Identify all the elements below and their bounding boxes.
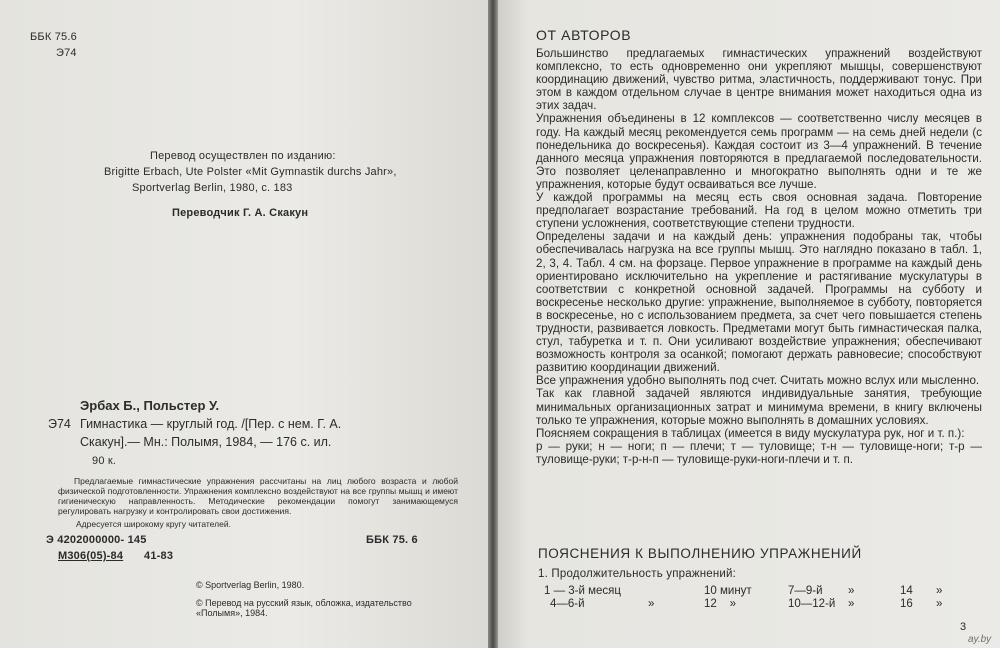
bibliographic-line-2: Скакун].— Мн.: Полымя, 1984, — 176 с. ил. bbox=[80, 435, 332, 449]
price: 90 к. bbox=[92, 455, 117, 467]
paragraph: Большинство предлагаемых гимнастических упражнений воздействуют комплексно, то есть одновременно они укрепляют мышцы, совершенствуют координацию движений, чувство ритма, эластичность, поддерживают тонус. При этом в каждом отдельном случае в центре внимания может находиться одна из этих задач. bbox=[536, 47, 982, 113]
index-line-2-suffix: 41-83 bbox=[144, 550, 174, 562]
duration-item: 1. Продолжительность упражнений: bbox=[538, 568, 737, 580]
index-line-2: М306(05)-84 bbox=[58, 550, 124, 562]
copyright-translation: © Перевод на русский язык, обложка, издательство «Полымя», 1984. bbox=[196, 598, 412, 618]
bbk-code-bottom: ББК 75. 6 bbox=[366, 534, 418, 546]
bbk-code-top: ББК 75.6 bbox=[30, 31, 77, 43]
paragraph: У каждой программы на месяц есть своя основная задача. Повторение предполагает возрастание требований. На год в целом можно отметить три ступени усложнения, соответствующие степени трудности. bbox=[536, 191, 982, 231]
paragraph: Поясняем сокращения в таблицах (имеется в виду мускулатура рук, ног и т. п.): bbox=[536, 426, 965, 440]
duration-table bbox=[544, 585, 948, 611]
right-page bbox=[498, 0, 1000, 648]
paragraph: Все упражнения удобно выполнять под счет. Считать можно вслух или мысленно. bbox=[536, 374, 980, 388]
page-number: 3 bbox=[960, 621, 967, 633]
book-annotation: Предлагаемые гимнастические упражнения рассчитаны на лиц любого возраста и любой физической подготовленности. Упражнения комплексно воздействуют на все группы мышц и имеют гигиеническую направленность. Методические рекомендации помогут занимающемуся регулировать нагрузку и контролировать свои достижения. bbox=[58, 476, 458, 516]
paragraph: Определены задачи и на каждый день: упражнения подобраны так, чтобы обеспечивалась нагрузка на все группы мышц. Это наглядно показано в табл. 1, 2, 3, 4. Табл. 4 см. на форзаце. Первое упражнение в программе на каждый день ориентировано исключительно на укрепление и растягивание мускулатуры в соответствии с конкретной основной задачей. Программы на субботу и воскресенье несколько другие: упражнение, выполняемое в субботу, повторяется в воскресенье, но с использованием предмета, за счет чего повышается степень трудности, развивается ловкость. Предметами могут быть гимнастическая палка, стул, табуретка и т. п. Они усиливают воздействие упражнения; обеспечивают возможность контроля за осанкой; помогают держать равновесие; способствуют развитию координации движений. bbox=[536, 230, 982, 375]
paragraph: Упражнения объединены в 12 комплексов — соответственно числу месяцев в году. На каждый месяц рекомендуется семь программ — на семь дней недели (с понедельника до воскресенья). Каждая состоит из 3—4 упражнений. В течение данного месяца упражнения повторяются в предлагаемой последовательности. Это позволяет целенаправленно и многократно выполнять одни и те же упражнения, которые будут осваиваться все лучше. bbox=[536, 112, 982, 191]
source-line-2: Sportverlag Berlin, 1980, с. 183 bbox=[132, 182, 293, 194]
table-row: 1 — 3-й месяц 10 минут 7—9-й » 14 » bbox=[544, 585, 943, 597]
section-heading-2: ПОЯСНЕНИЯ К ВЫПОЛНЕНИЮ УПРАЖНЕНИЙ bbox=[538, 546, 862, 561]
audience-note: Адресуется широкому кругу читателей. bbox=[76, 519, 231, 529]
copyright-original: © Sportverlag Berlin, 1980. bbox=[196, 580, 305, 590]
index-line-1: Э 4202000000- 145 bbox=[46, 534, 147, 546]
authors: Эрбах Б., Польстер У. bbox=[80, 398, 220, 413]
catalog-code-side: Э74 bbox=[48, 417, 71, 431]
authors-preface bbox=[536, 47, 982, 466]
section-heading: ОТ АВТОРОВ bbox=[536, 27, 632, 43]
translator-credit: Переводчик Г. А. Скакун bbox=[172, 207, 309, 219]
book-gutter bbox=[488, 0, 498, 648]
bibliographic-line-1: Гимнастика — круглый год. /[Пер. с нем. Г. А. bbox=[80, 417, 342, 431]
paragraph: Так как главной задачей являются индивидуальные занятия, требующие минимальных организационных затрат и минимума времени, в книгу включены только те упражнения, которые можно выполнять в домашних условиях. bbox=[536, 387, 982, 427]
catalog-code-top: Э74 bbox=[56, 47, 77, 59]
paragraph: р — руки; н — ноги; п — плечи; т — туловище; т-н — туловище-ноги; т-р — туловище-руки; т-р-н-п — туловище-руки-ноги-плечи и т. п. bbox=[536, 439, 982, 466]
source-line-1: Brigitte Erbach, Ute Polster «Mit Gymnastik durchs Jahr», bbox=[104, 166, 397, 178]
translation-note: Перевод осуществлен по изданию: bbox=[150, 150, 336, 162]
watermark: ay.by bbox=[968, 634, 992, 645]
table-row: 4—6-й » 12 » 10—12-й » 16 » bbox=[550, 598, 943, 610]
left-page bbox=[0, 0, 488, 648]
